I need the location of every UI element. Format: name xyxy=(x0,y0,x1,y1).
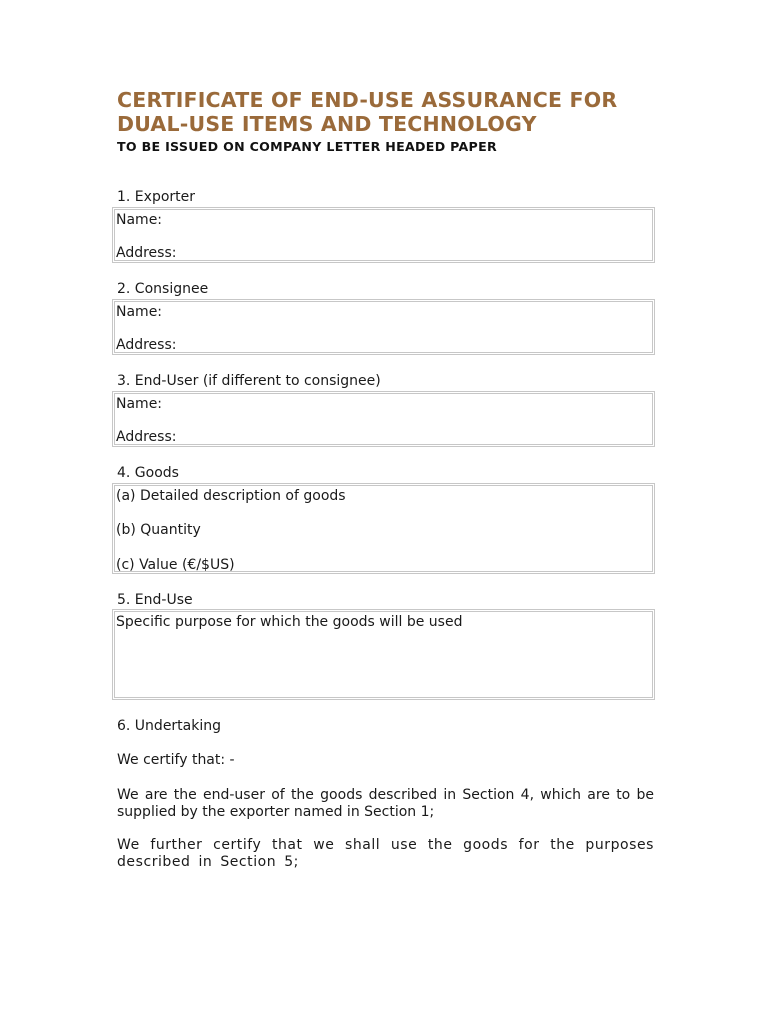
section-exporter-label: 1. Exporter xyxy=(117,189,196,205)
end-use-field-box[interactable] xyxy=(112,609,655,700)
section-goods-label: 4. Goods xyxy=(117,465,179,481)
goods-description-label: (a) Detailed description of goods xyxy=(116,488,346,504)
consignee-name-label: Name: xyxy=(116,304,163,320)
end-use-purpose-label: Specific purpose for which the goods will be used xyxy=(116,614,463,630)
exporter-name-label: Name: xyxy=(116,212,163,228)
exporter-address-label: Address: xyxy=(116,245,177,261)
consignee-field-box[interactable] xyxy=(112,299,655,355)
goods-field-box[interactable] xyxy=(112,483,655,574)
undertaking-paragraph-1: We are the end-user of the goods described in Section 4, which are to be supplied by the exporter named in Section 1; xyxy=(117,787,654,820)
title-line-1: CERTIFICATE OF END-USE ASSURANCE FOR xyxy=(117,88,618,112)
end-user-address-label: Address: xyxy=(116,429,177,445)
consignee-address-label: Address: xyxy=(116,337,177,353)
undertaking-paragraph-2: We further certify that we shall use the goods for the purposes described in Section 5; xyxy=(117,837,654,870)
document-subtitle: TO BE ISSUED ON COMPANY LETTER HEADED PAPER xyxy=(117,139,497,154)
goods-value-label: (c) Value (€/$US) xyxy=(116,557,235,573)
exporter-field-box[interactable] xyxy=(112,207,655,263)
end-user-name-label: Name: xyxy=(116,396,163,412)
section-undertaking-label: 6. Undertaking xyxy=(117,718,222,734)
undertaking-certify-text: We certify that: - xyxy=(117,752,235,768)
goods-quantity-label: (b) Quantity xyxy=(116,522,201,538)
title-line-2: DUAL-USE ITEMS AND TECHNOLOGY xyxy=(117,112,537,136)
document-title xyxy=(117,88,677,136)
section-consignee-label: 2. Consignee xyxy=(117,281,209,297)
section-end-user-label: 3. End-User (if different to consignee) xyxy=(117,373,381,389)
section-end-use-label: 5. End-Use xyxy=(117,592,193,608)
end-user-field-box[interactable] xyxy=(112,391,655,447)
